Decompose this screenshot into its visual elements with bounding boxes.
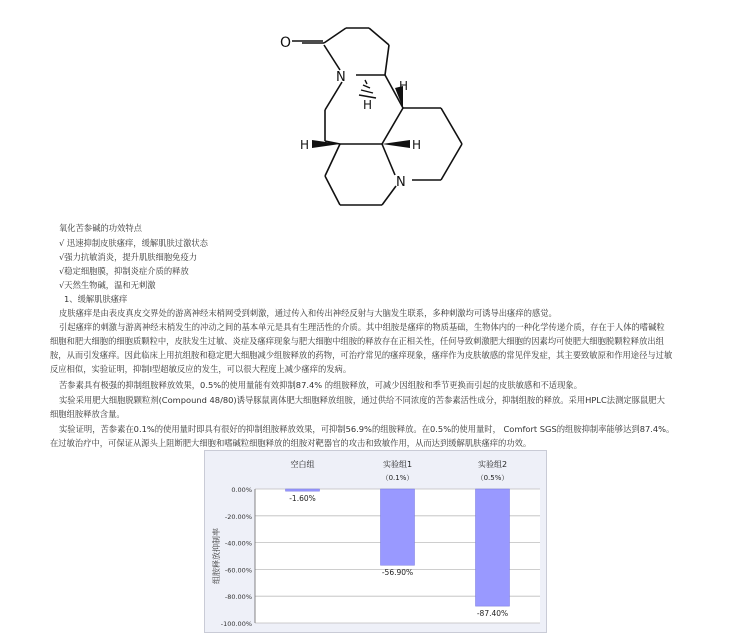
bond bbox=[441, 144, 462, 180]
oxymatrine-structure bbox=[268, 0, 468, 208]
bar-value-label: -87.40% bbox=[476, 609, 509, 619]
histamine-inhibition-chart bbox=[204, 450, 547, 633]
body-line: 实验采用肥大细胞脱颗粒剂(Compound 48/80)诱导豚鼠离体肥大细胞释放组胺，通过供给不同浓度的苦参素活性成分，抑制组胺的释放。采用HPLC法测定豚鼠肥大 bbox=[59, 395, 665, 405]
features-heading: 氧化苦参碱的功效特点 bbox=[59, 223, 142, 233]
bond bbox=[382, 144, 395, 175]
body-line: 实验证明，苦参素在0.1%的使用量时即具有很好的抑制组胺释放效果，可抑制56.9%的组胺释放。在0.5%的使用量时， Comfort SGS的组胺抑制率能够达到87.4%。 bbox=[59, 424, 675, 434]
hydrogen-atom-label: H bbox=[363, 98, 373, 112]
hashed-bond bbox=[359, 80, 376, 98]
chart-canvas bbox=[205, 451, 547, 633]
wedge-bond bbox=[382, 140, 410, 148]
bond bbox=[385, 45, 389, 75]
category-sublabel: （0.5%） bbox=[476, 474, 509, 482]
bond bbox=[382, 108, 403, 144]
y-axis-label: 组胺释放抑制率 bbox=[212, 528, 221, 584]
bond bbox=[325, 176, 340, 205]
feature-item: √天然生物碱，温和无刺激 bbox=[59, 280, 156, 290]
section-title: 1、缓解肌肤瘙痒 bbox=[64, 294, 128, 304]
bond bbox=[325, 144, 340, 176]
category-label: 实验组2 bbox=[477, 460, 508, 469]
y-tick-label: -40.00% bbox=[224, 539, 252, 548]
y-tick-label: -60.00% bbox=[224, 566, 252, 575]
bond bbox=[441, 108, 462, 144]
body-line: 胺，从而引发瘙痒。因此临床上用抗组胺和稳定肥大细胞减少组胺释放的药物，可治疗常见的瘙痒现象，瘙痒作为皮肤敏感的常见伴发症，其主要致敏原和作用途径与过敏 bbox=[50, 350, 673, 360]
bar-value-label: -56.90% bbox=[381, 568, 414, 578]
bar bbox=[381, 489, 415, 565]
y-tick-label: -20.00% bbox=[224, 512, 252, 521]
bond bbox=[324, 45, 340, 70]
y-tick-label: -100.00% bbox=[220, 620, 252, 628]
body-line: 引起瘙痒的刺激与游离神经末梢发生的冲动之间的基本单元是具有生理活性的介质。其中组胺是瘙痒的物质基础，生物体内的一种化学传递介质，存在于人体的嗜碱粒 bbox=[59, 322, 665, 332]
hydrogen-atom-label: H bbox=[399, 79, 409, 93]
hydrogen-atom-label: H bbox=[412, 138, 422, 152]
bar bbox=[476, 489, 510, 606]
feature-item: √稳定细胞膜，抑制炎症介质的释放 bbox=[59, 266, 189, 276]
body-line: 苦参素具有极强的抑制组胺释放效果，0.5%的使用量能有效抑制87.4% 的组胺释放，可减少因组胺和季节更换而引起的皮肤敏感和不适现象。 bbox=[59, 380, 583, 390]
y-tick-label: -80.00% bbox=[224, 593, 252, 602]
category-label: 空白组 bbox=[290, 460, 315, 469]
feature-item: √强力抗敏消炎，提升肌肤细胞免疫力 bbox=[59, 252, 198, 262]
category-sublabel: （0.1%） bbox=[381, 474, 414, 482]
body-line: 皮肤瘙痒是由表皮真皮交界处的游离神经末梢网受到刺激，通过传入和传出神经反射与大脑发生联系，多种刺激均可诱导出瘙痒的感觉。 bbox=[59, 308, 557, 318]
bar bbox=[286, 489, 320, 491]
oxygen-atom-label: O bbox=[280, 35, 292, 51]
bar-value-label: -1.60% bbox=[289, 494, 316, 504]
body-line: 细胞和肥大细胞的细胞质颗粒中，皮肤发生过敏、炎症及瘙痒现象与肥大细胞中组胺的释放存在正相关性，任何导致刺激肥大细胞的因素均可使肥大细胞脱颗粒释放出组 bbox=[50, 336, 664, 346]
nitrogen-atom-label: N bbox=[396, 175, 406, 190]
bond bbox=[369, 28, 389, 45]
body-line: 细胞组胺释放含量。 bbox=[50, 409, 125, 419]
bond bbox=[325, 82, 342, 110]
y-tick-label: 0.00% bbox=[231, 486, 252, 494]
category-label: 实验组1 bbox=[382, 460, 413, 469]
nitrogen-atom-label: N bbox=[336, 70, 346, 85]
bond bbox=[382, 186, 396, 205]
body-line: 反应相似，实验证明，抑制I型超敏反应的发生，可以很大程度上减少瘙痒的发病。 bbox=[50, 364, 352, 374]
hydrogen-atom-label: H bbox=[300, 138, 310, 152]
bond bbox=[324, 28, 346, 43]
feature-item: √ 迅速抑制皮肤瘙痒，缓解肌肤过激状态 bbox=[59, 238, 208, 248]
body-line: 在过敏治疗中，可保证从源头上阻断肥大细胞和嗜碱粒细胞释放的组胺对靶器官的攻击和致敏作用，从而达到缓解肌肤瘙痒的功效。 bbox=[50, 438, 532, 448]
